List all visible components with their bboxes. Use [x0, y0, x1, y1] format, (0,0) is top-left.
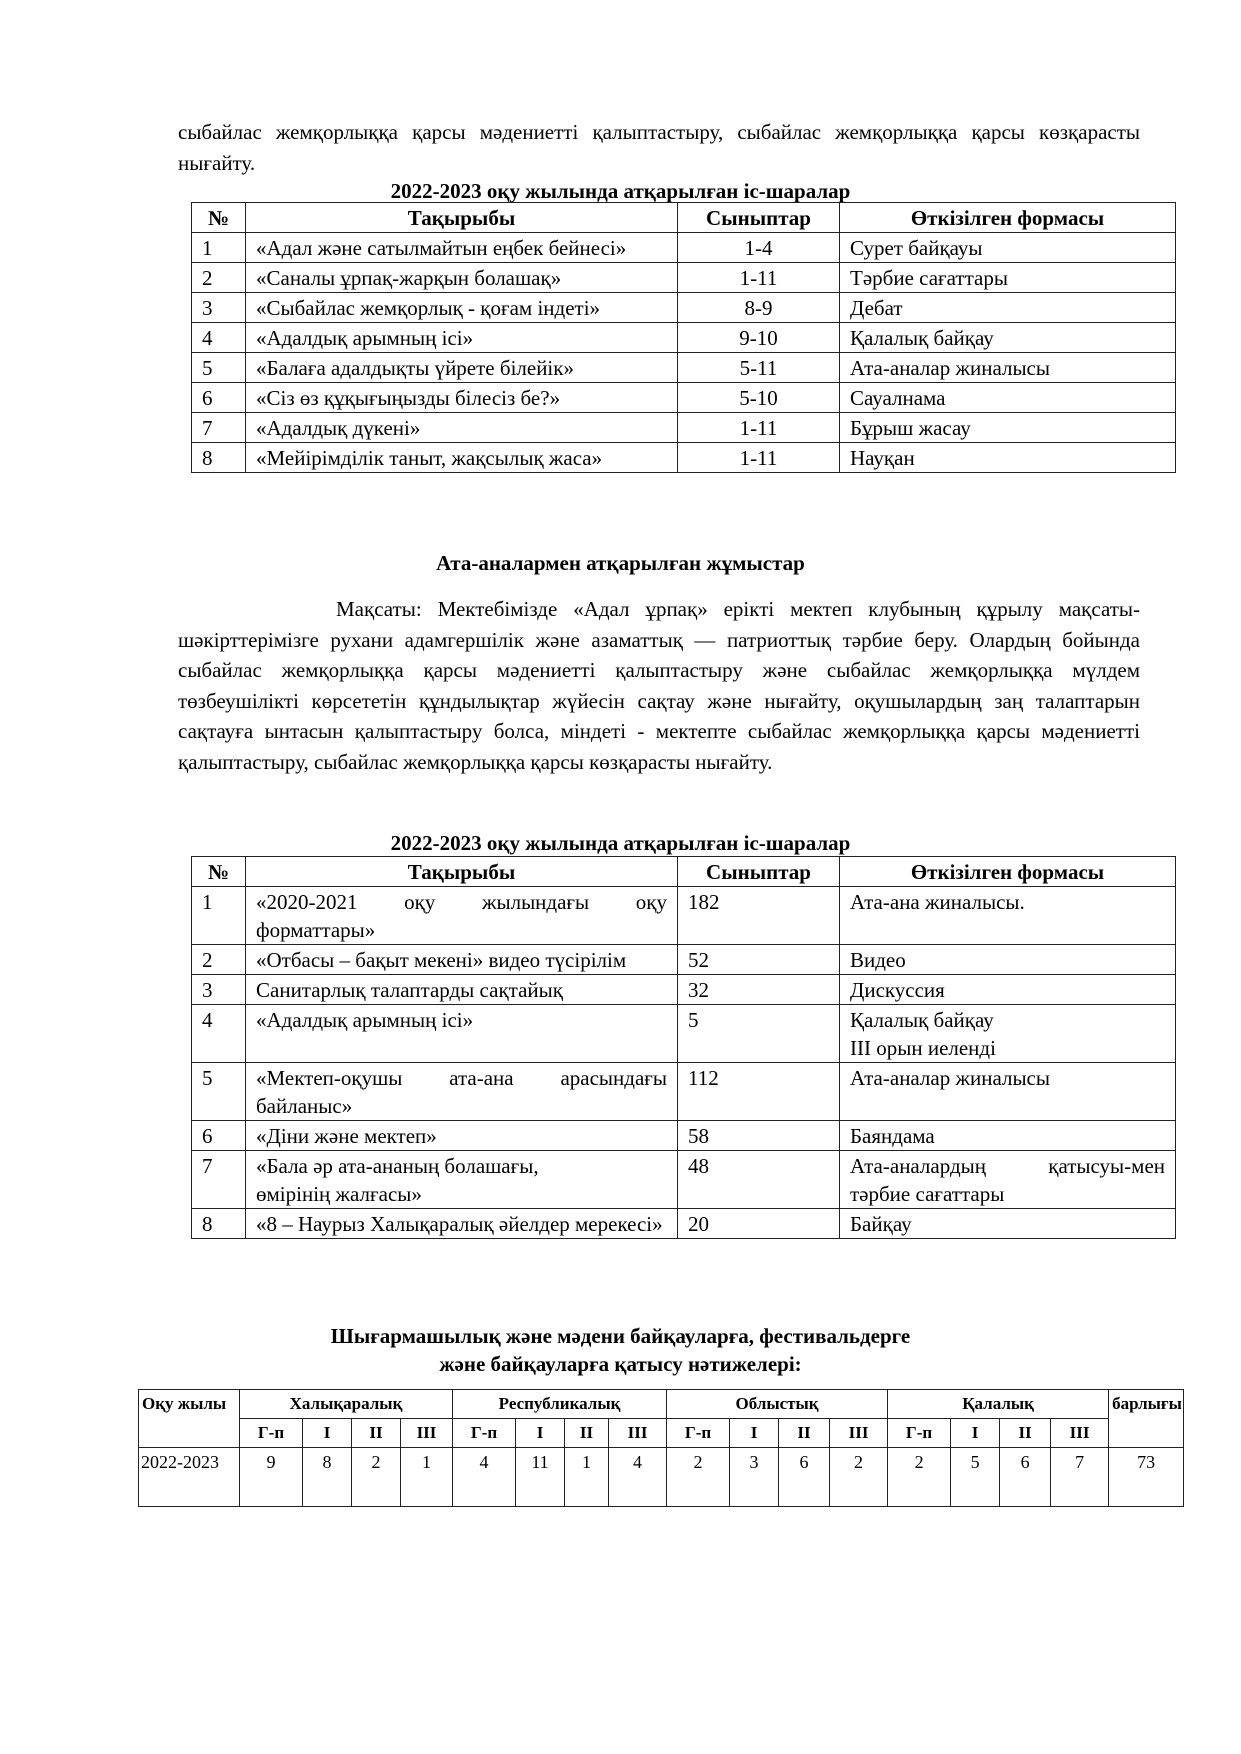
row-number-cell: 1: [192, 233, 246, 263]
row-classes-cell: 1-11: [678, 443, 840, 473]
table-row: [192, 1151, 1176, 1209]
col-form-header: Өткізілген формасы: [840, 857, 1176, 887]
section2-heading: Ата-аналармен атқарылған жұмыстар: [436, 551, 805, 575]
row-topic-cell: «Адалдық арымның ісі»: [246, 323, 678, 353]
row-topic-cell: «Мектеп-оқушы ата-ана арасындағы байланыс»: [246, 1063, 678, 1121]
subheader-cell: Г-п: [453, 1419, 516, 1448]
row-number-cell: 6: [192, 1121, 246, 1151]
subheader-cell: Г-п: [240, 1419, 303, 1448]
results-row: [139, 1448, 1184, 1507]
result-value-cell: 1: [401, 1448, 453, 1507]
row-classes-cell: 58: [678, 1121, 840, 1151]
total-value-cell: 73: [1109, 1448, 1184, 1507]
activities-table: [191, 202, 1176, 473]
col-form-header: Өткізілген формасы: [840, 203, 1176, 233]
row-number-cell: 4: [192, 1005, 246, 1063]
row-number-cell: 1: [192, 887, 246, 945]
col-topic-header: Тақырыбы: [246, 203, 678, 233]
result-value-cell: 9: [240, 1448, 303, 1507]
group-header-international: Халықаралық: [240, 1390, 453, 1419]
row-number-cell: 2: [192, 945, 246, 975]
subheader-cell: ІІ: [1000, 1419, 1051, 1448]
table-row: [192, 887, 1176, 945]
row-form-cell: Сауалнама: [840, 383, 1176, 413]
row-number-cell: 8: [192, 443, 246, 473]
section2-paragraph: Мақсаты: Мектебімізде «Адал ұрпақ» ерікті мектеп клубының құрылу мақсаты-шәкірттерімізге рухани адамгершілік және азаматтық — патриоттық тәрбие беру. Олардың бойында сыбайлас жемқорлыққа қарсы мәдениетті қалыптастыру және сыбайлас жемқорлыққа мүлдем төзбеушілікті көрсететін құндылықтар жүйесін сақтау және нығайту, оқушылардың заң талаптарын сақтауға ынтасын қалыптастыру болса, міндеті - мектепте сыбайлас жемқорлыққа қарсы мәдениетті қалыптастыру, сыбайлас жемқорлыққа қарсы көзқарасты нығайту.: [178, 597, 1140, 774]
table-row: [192, 1063, 1176, 1121]
row-topic-cell: «2020-2021 оқу жылындағы оқу форматтары»: [246, 887, 678, 945]
subheader-cell: ІІ: [779, 1419, 830, 1448]
subheader-cell: І: [730, 1419, 779, 1448]
result-value-cell: 6: [1000, 1448, 1051, 1507]
row-classes-cell: 5-10: [678, 383, 840, 413]
row-number-cell: 7: [192, 1151, 246, 1209]
row-classes-cell: 112: [678, 1063, 840, 1121]
table-row: [192, 975, 1176, 1005]
col-classes-header: Сыныптар: [678, 857, 840, 887]
row-number-cell: 5: [192, 353, 246, 383]
row-classes-cell: 1-11: [678, 263, 840, 293]
row-classes-cell: 182: [678, 887, 840, 945]
row-number-cell: 3: [192, 975, 246, 1005]
table-header-row: [192, 203, 1176, 233]
table-row: [192, 1121, 1176, 1151]
subheader-cell: І: [303, 1419, 352, 1448]
row-form-cell: Дебат: [840, 293, 1176, 323]
table-row: [192, 353, 1176, 383]
total-header: барлығы: [1109, 1390, 1184, 1448]
result-value-cell: 2: [667, 1448, 730, 1507]
col-number-header: №: [192, 203, 246, 233]
row-number-cell: 6: [192, 383, 246, 413]
table2-title: 2022-2023 оқу жылында атқарылған іс-шаралар: [390, 831, 851, 855]
subheader-cell: Г-п: [888, 1419, 951, 1448]
subheader-cell: ІІ: [565, 1419, 609, 1448]
col-number-header: №: [192, 857, 246, 887]
result-value-cell: 11: [516, 1448, 565, 1507]
row-form-cell: Ата-аналар жиналысы: [840, 353, 1176, 383]
result-value-cell: 4: [453, 1448, 516, 1507]
table3-title-line2: және байқауларға қатысу нәтижелері:: [439, 1352, 802, 1376]
row-form-cell: Ата-аналардың қатысуы-мен тәрбие сағаттары: [840, 1151, 1176, 1209]
result-value-cell: 2: [352, 1448, 401, 1507]
row-classes-cell: 48: [678, 1151, 840, 1209]
row-topic-cell: «Отбасы – бақыт мекені» видео түсірілім: [246, 945, 678, 975]
subheader-cell: Г-п: [667, 1419, 730, 1448]
row-topic-cell: «Мейірімділік таныт, жақсылық жаса»: [246, 443, 678, 473]
row-classes-cell: 1-4: [678, 233, 840, 263]
row-topic-cell: «Сіз өз құқығыңызды білесіз бе?»: [246, 383, 678, 413]
result-value-cell: 3: [730, 1448, 779, 1507]
subheader-cell: І: [516, 1419, 565, 1448]
row-topic-cell: «Адал және сатылмайтын еңбек бейнесі»: [246, 233, 678, 263]
row-topic-cell: «8 – Наурыз Халықаралық әйелдер мерекесі»: [246, 1209, 678, 1239]
group-header-regional: Облыстық: [667, 1390, 888, 1419]
result-value-cell: 2: [830, 1448, 888, 1507]
row-number-cell: 3: [192, 293, 246, 323]
contest-results-table: [138, 1389, 1184, 1507]
row-number-cell: 5: [192, 1063, 246, 1121]
table1-title: 2022-2023 оқу жылында атқарылған іс-шаралар: [390, 179, 851, 203]
col-classes-header: Сыныптар: [678, 203, 840, 233]
table-row: [192, 945, 1176, 975]
result-value-cell: 5: [951, 1448, 1000, 1507]
parents-activities-table: [191, 856, 1176, 1239]
table-header-row: [192, 857, 1176, 887]
row-form-cell: Ата-аналар жиналысы: [840, 1063, 1176, 1121]
row-topic-cell: «Саналы ұрпақ-жарқын болашақ»: [246, 263, 678, 293]
row-classes-cell: 20: [678, 1209, 840, 1239]
table-row: [192, 233, 1176, 263]
table-row: [192, 1005, 1176, 1063]
row-topic-cell: «Діни және мектеп»: [246, 1121, 678, 1151]
row-classes-cell: 8-9: [678, 293, 840, 323]
subheader-cell: ІІІ: [401, 1419, 453, 1448]
row-classes-cell: 9-10: [678, 323, 840, 353]
col-topic-header: Тақырыбы: [246, 857, 678, 887]
table-row: [192, 263, 1176, 293]
row-number-cell: 8: [192, 1209, 246, 1239]
table-row: [192, 413, 1176, 443]
table-row: [192, 323, 1176, 353]
row-topic-cell: «Балаға адалдықты үйрете білейік»: [246, 353, 678, 383]
row-classes-cell: 32: [678, 975, 840, 1005]
row-form-cell: Видео: [840, 945, 1176, 975]
year-header: Оқу жылы: [139, 1390, 240, 1448]
table-row: [192, 1209, 1176, 1239]
row-topic-cell: «Бала әр ата-ананың болашағы, өмірінің жалғасы»: [246, 1151, 678, 1209]
row-form-cell: Тәрбие сағаттары: [840, 263, 1176, 293]
table-row: [192, 293, 1176, 323]
table3-title-line1: Шығармашылық және мәдени байқауларға, фестивальдерге: [330, 1324, 911, 1348]
row-form-cell: Қалалық байқау: [840, 323, 1176, 353]
row-topic-cell: «Адалдық дүкені»: [246, 413, 678, 443]
table-row: [192, 383, 1176, 413]
row-form-cell: Баяндама: [840, 1121, 1176, 1151]
group-header-city: Қалалық: [888, 1390, 1109, 1419]
result-value-cell: 1: [565, 1448, 609, 1507]
row-topic-cell: Санитарлық талаптарды сақтайық: [246, 975, 678, 1005]
table-row: [192, 443, 1176, 473]
result-value-cell: 8: [303, 1448, 352, 1507]
row-number-cell: 2: [192, 263, 246, 293]
subheader-row: [139, 1419, 1184, 1448]
group-header-row: [139, 1390, 1184, 1419]
result-value-cell: 4: [609, 1448, 667, 1507]
row-classes-cell: 52: [678, 945, 840, 975]
result-value-cell: 2: [888, 1448, 951, 1507]
year-cell: 2022-2023: [139, 1448, 240, 1507]
activities-table-body: [192, 233, 1176, 473]
result-value-cell: 7: [1051, 1448, 1109, 1507]
row-form-cell: Қалалық байқау ІІІ орын иеленді: [840, 1005, 1176, 1063]
row-form-cell: Науқан: [840, 443, 1176, 473]
subheader-cell: ІІ: [352, 1419, 401, 1448]
row-topic-cell: «Адалдық арымның ісі»: [246, 1005, 678, 1063]
subheader-cell: ІІІ: [1051, 1419, 1109, 1448]
intro-paragraph: сыбайлас жемқорлыққа қарсы мәдениетті қалыптастыру, сыбайлас жемқорлыққа қарсы көзқарасты нығайту.: [178, 120, 1140, 175]
row-topic-cell: «Сыбайлас жемқорлық - қоғам індеті»: [246, 293, 678, 323]
row-classes-cell: 5: [678, 1005, 840, 1063]
row-form-cell: Ата-ана жиналысы.: [840, 887, 1176, 945]
row-number-cell: 4: [192, 323, 246, 353]
group-header-republican: Республикалық: [453, 1390, 667, 1419]
row-classes-cell: 5-11: [678, 353, 840, 383]
row-form-cell: Бұрыш жасау: [840, 413, 1176, 443]
row-classes-cell: 1-11: [678, 413, 840, 443]
parents-activities-table-body: [192, 887, 1176, 1239]
result-value-cell: 6: [779, 1448, 830, 1507]
row-number-cell: 7: [192, 413, 246, 443]
subheader-cell: ІІІ: [830, 1419, 888, 1448]
subheader-cell: І: [951, 1419, 1000, 1448]
row-form-cell: Сурет байқауы: [840, 233, 1176, 263]
row-form-cell: Дискуссия: [840, 975, 1176, 1005]
subheader-cell: ІІІ: [609, 1419, 667, 1448]
row-form-cell: Байқау: [840, 1209, 1176, 1239]
